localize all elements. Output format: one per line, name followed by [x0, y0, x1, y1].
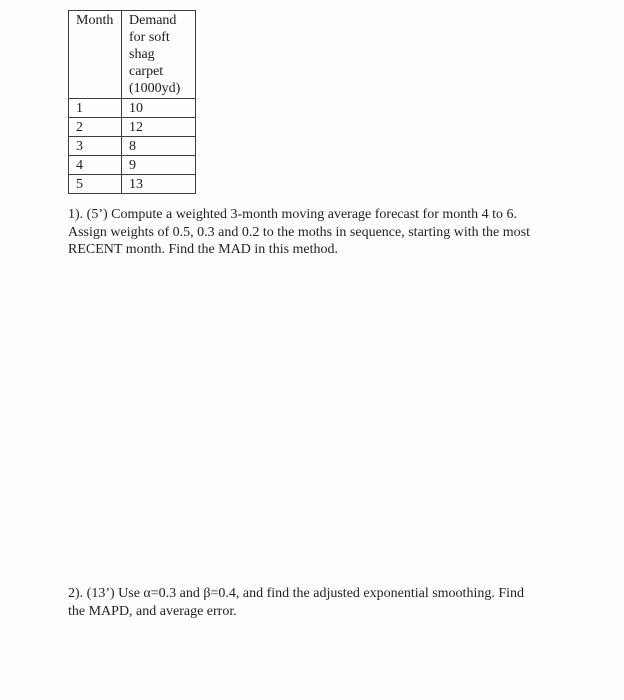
question-1-line-1: 1). (5’) Compute a weighted 3-month moving average forecast for month 4 to 6. — [68, 207, 518, 222]
col-header-month: Month — [69, 11, 122, 99]
month-cell: 4 — [69, 156, 122, 175]
demand-cell: 12 — [122, 118, 196, 137]
question-1-line-3: RECENT month. Find the MAD in this method. — [68, 242, 339, 257]
demand-table-body — [69, 99, 196, 194]
col-header-demand: Demand for soft shag carpet (1000yd) — [122, 11, 196, 99]
month-cell: 1 — [69, 99, 122, 118]
table-row — [69, 175, 196, 194]
question-2-line-2: the MAPD, and average error. — [68, 603, 237, 619]
demand-table-header — [69, 11, 196, 99]
question-2 — [68, 585, 524, 620]
month-cell: 3 — [69, 137, 122, 156]
question-1-line-2: Assign weights of 0.5, 0.3 and 0.2 to the moths in sequence, starting with the most — [68, 224, 530, 240]
question-1 — [68, 206, 530, 259]
table-header-row — [69, 11, 196, 99]
demand-cell: 8 — [122, 137, 196, 156]
question-2-line-1: 2). (13’) Use α=0.3 and β=0.4, and find the adjusted exponential smoothing. Find — [68, 586, 525, 601]
table-row — [69, 118, 196, 137]
table-row — [69, 99, 196, 118]
demand-cell: 10 — [122, 99, 196, 118]
table-row — [69, 137, 196, 156]
month-cell: 2 — [69, 118, 122, 137]
demand-cell: 13 — [122, 175, 196, 194]
month-cell: 5 — [69, 175, 122, 194]
demand-table — [68, 10, 196, 194]
demand-cell: 9 — [122, 156, 196, 175]
table-row — [69, 156, 196, 175]
